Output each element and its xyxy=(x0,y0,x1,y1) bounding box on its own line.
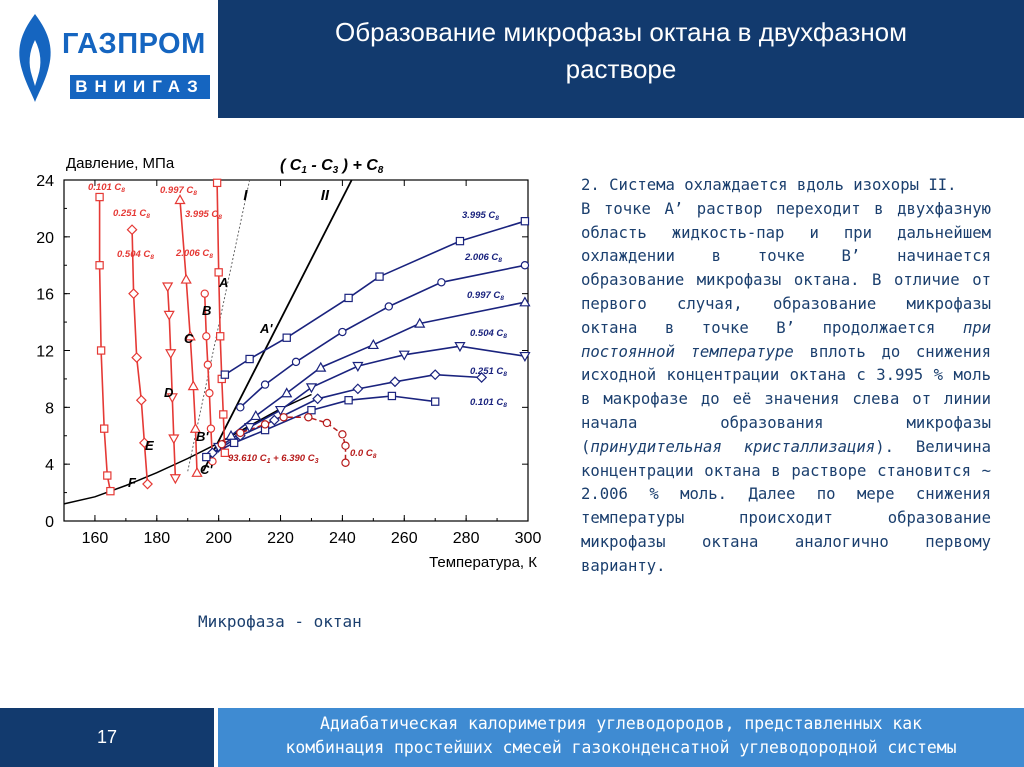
brown-series-point xyxy=(339,431,346,438)
blue-series-point xyxy=(261,381,268,388)
blue-series-label: 0.997 $C_8$ xyxy=(467,290,504,302)
point-label: A xyxy=(219,275,229,290)
red-series-label: 0.997 $C_8$ xyxy=(160,185,197,197)
red-series-point xyxy=(217,333,224,340)
description-paragraph-2 xyxy=(581,198,991,579)
blue-series-point xyxy=(251,411,260,419)
envelope-curve xyxy=(64,395,312,504)
blue-series-point xyxy=(221,371,228,378)
line-label-II: II xyxy=(320,186,330,204)
red-series-point xyxy=(107,488,114,495)
blue-series-point xyxy=(345,397,352,404)
isochore-line-II xyxy=(203,180,351,471)
red-series-point xyxy=(143,479,152,488)
x-tick-label: 180 xyxy=(143,530,171,547)
x-tick-label: 300 xyxy=(514,530,542,547)
point-label: A' xyxy=(260,321,273,336)
footer-line2: комбинация простейших смесей газоконденсатной углеводородной системы xyxy=(285,738,957,757)
blue-series-point xyxy=(521,218,528,225)
red-series-point xyxy=(101,425,108,432)
x-tick-label: 240 xyxy=(329,530,356,547)
blue-series-point xyxy=(353,384,362,393)
blue-series-point xyxy=(231,439,238,446)
red-series-point xyxy=(220,411,227,418)
point-label: B xyxy=(202,303,212,318)
red-series-point xyxy=(175,195,184,203)
red-series-point xyxy=(201,290,208,297)
red-series-point xyxy=(171,475,180,483)
point-label: C xyxy=(184,331,194,346)
brown-series-point xyxy=(342,459,349,466)
red-series-point xyxy=(98,347,105,354)
brown-series-point xyxy=(218,441,225,448)
slide-footer xyxy=(0,708,1024,767)
desc-text-b: вплоть до снижения исходной концентрации октана с 3.995 % моль в макрофазе до её значения слева от линии начала образования микрофазы ( xyxy=(581,342,991,456)
blue-series-point xyxy=(431,370,440,379)
blue-series-label: 0.504 $C_8$ xyxy=(470,328,507,340)
description-paragraph-1: 2. Система охлаждается вдоль изохоры II. xyxy=(581,176,957,194)
page-number: 17 xyxy=(96,727,118,747)
y-axis-label: Давление, МПа xyxy=(66,155,175,172)
phase-diagram-chart xyxy=(0,140,560,580)
blue-series-point xyxy=(438,279,445,286)
desc-emphasis-1: при постоянной температуре xyxy=(581,318,991,361)
blue-series-point xyxy=(307,384,316,392)
description-text xyxy=(581,174,991,579)
y-tick-label: 16 xyxy=(36,286,54,304)
blue-series-point xyxy=(316,363,325,371)
red-series-point xyxy=(163,283,172,291)
blue-series-point xyxy=(353,363,362,371)
slide-header xyxy=(0,0,1024,118)
brown-series-point xyxy=(342,442,349,449)
blue-series-point xyxy=(385,303,392,310)
y-tick-label: 20 xyxy=(36,229,54,247)
footer-line1: Адиабатическая калориметрия углеводородов, представленных как xyxy=(320,714,922,733)
desc-text-c: ). Величина концентрации октана в растворе становится ~ 2.006 % моль. Далее по мере снижения температуры происходит образование микрофазы октана аналогично первому варианту. xyxy=(581,437,991,575)
red-series-point xyxy=(132,353,141,362)
brown-series-point xyxy=(323,419,330,426)
x-tick-label: 280 xyxy=(452,530,480,547)
blue-series-point xyxy=(270,416,279,425)
blue-series-point xyxy=(390,377,399,386)
red-series-point xyxy=(182,275,191,283)
red-series-point xyxy=(206,390,213,397)
blue-series-point xyxy=(388,392,395,399)
desc-emphasis-2: принудительная кристаллизация xyxy=(590,437,876,456)
red-series-point xyxy=(129,289,138,298)
blue-series-label: 3.995 $C_8$ xyxy=(462,210,499,222)
blue-series-point xyxy=(308,407,315,414)
x-axis-label: Температура, К xyxy=(429,554,537,571)
y-tick-label: 8 xyxy=(45,400,54,418)
red-series-point xyxy=(203,333,210,340)
red-series-label: 2.006 $C_8$ xyxy=(176,248,213,260)
brown-series-point xyxy=(261,421,268,428)
x-tick-label: 200 xyxy=(205,530,233,547)
blue-series-point xyxy=(283,334,290,341)
blue-series-line xyxy=(213,375,482,453)
chart-title: ( C1 - C3 ) + C8 xyxy=(280,157,384,176)
red-series-point xyxy=(214,179,221,186)
blue-series-label: 0.101 $C_8$ xyxy=(470,397,507,409)
red-series-label: 0.251 $C_8$ xyxy=(113,208,150,220)
slide-title-line2: растворе xyxy=(565,54,677,84)
blue-series-point xyxy=(521,262,528,269)
point-label: E xyxy=(145,438,154,453)
red-series-point xyxy=(165,311,174,319)
red-series-point xyxy=(166,350,175,358)
red-series-label: 0.101 $C_8$ xyxy=(88,182,125,194)
blue-series-point xyxy=(292,358,299,365)
blue-series-point xyxy=(203,453,210,460)
x-tick-label: 260 xyxy=(390,530,418,547)
point-label: D xyxy=(164,385,174,400)
company-logo xyxy=(0,0,214,118)
brown-series-point xyxy=(237,429,244,436)
blue-series-point xyxy=(237,404,244,411)
y-tick-label: 24 xyxy=(36,173,54,190)
x-tick-label: 220 xyxy=(267,530,294,547)
red-series-label: 3.995 $C_8$ xyxy=(185,209,222,221)
blue-series-point xyxy=(339,328,346,335)
slide-title xyxy=(218,14,1024,88)
red-series-point xyxy=(137,396,146,405)
red-series-point xyxy=(96,193,103,200)
chart-caption: Микрофаза - октан xyxy=(198,612,362,631)
brown-series-point xyxy=(280,414,287,421)
page-number-box xyxy=(0,708,214,767)
flame-icon xyxy=(8,10,62,106)
red-series-point xyxy=(189,381,198,389)
footer-text xyxy=(218,712,1024,760)
red-series-label: 0.504 $C_8$ xyxy=(117,249,154,261)
y-tick-label: 12 xyxy=(36,343,54,361)
slide-title-line1: Образование микрофазы октана в двухфазном xyxy=(334,17,908,47)
red-series-point xyxy=(127,225,136,234)
brown-series-label: 0.0 $C_8$ xyxy=(350,448,377,460)
point-label: F xyxy=(128,475,136,490)
red-series-point xyxy=(169,435,178,443)
blue-series-point xyxy=(246,355,253,362)
red-series-point xyxy=(204,361,211,368)
logo-subtitle: ВНИИГАЗ xyxy=(70,75,210,99)
desc-text-a: В точке А’ раствор переходит в двухфазную область жидкость-пар и при дальнейшем охлаждении в точке В’ начинается образование микрофазы октана. В отличие от первого случая, образование микрофазы октана в точке В’ продолжается xyxy=(581,199,991,337)
line-label-I: I xyxy=(243,186,248,204)
blue-series-point xyxy=(313,394,322,403)
y-tick-label: 4 xyxy=(45,457,54,475)
logo-wordmark: ГАЗПРОМ xyxy=(62,28,206,60)
brown-series-point xyxy=(305,414,312,421)
point-label: B' xyxy=(196,429,209,444)
blue-series-point xyxy=(369,340,378,348)
blue-series-label: 0.251 $C_8$ xyxy=(470,366,507,378)
blue-series-point xyxy=(376,273,383,280)
composition-label: 93.610 $C_1 + 6.390$ $C_3$ xyxy=(228,453,319,465)
blue-series-point xyxy=(456,237,463,244)
blue-series-point xyxy=(345,294,352,301)
y-tick-label: 0 xyxy=(45,514,54,531)
blue-series-label: 2.006 $C_8$ xyxy=(465,252,502,264)
red-series-line xyxy=(100,197,111,491)
red-series-point xyxy=(96,262,103,269)
x-tick-label: 160 xyxy=(81,530,109,547)
point-label: C' xyxy=(200,462,213,477)
blue-series-point xyxy=(432,398,439,405)
red-series-point xyxy=(104,472,111,479)
